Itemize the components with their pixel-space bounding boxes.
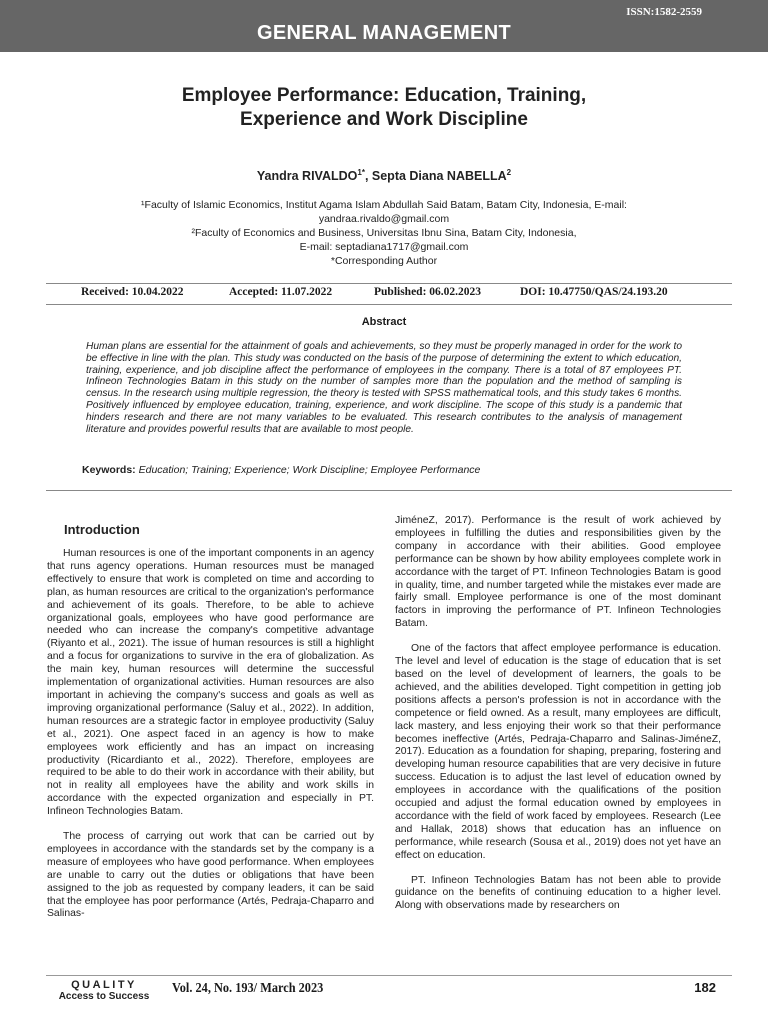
- author-name: Septa Diana NABELLA: [371, 169, 507, 184]
- abstract-text: Human plans are essential for the attainment of goals and achievements, so they must be properly managed in order for the work to be effective in line with the plan. This study was conducted on the basis of the purpose of determining the extent to which education, training, experience, and job discipline affect the performance of employees in the company. There is a total of 87 employees PT. Infineon Technologies Batam in this study on the number of samples more than the population and the method of sampling is census. In the research using multiple regression, the theory is tested with SPSS mathematical tools, and this study takes 6 months. Positively influenced by employee education, training, experience, and work discipline. The scope of this study is a pandemic that hinders research and there are not many variables to be evaluated. This research contributes to the analysis of management literature and provides powerful results that are available to most people.: [86, 341, 682, 435]
- article-title: Employee Performance: Education, Training, Experience and Work Discipline: [181, 85, 587, 130]
- right-column: [395, 515, 721, 913]
- received-date: Received: 10.04.2022: [81, 286, 184, 298]
- author-affiliation-mark: 1*: [357, 168, 365, 177]
- affiliation-line: *Corresponding Author: [330, 255, 438, 267]
- volume-info: Vol. 24, No. 193/ March 2023: [172, 981, 324, 996]
- logo-tagline: Access to Success: [58, 991, 150, 1002]
- divider: [46, 490, 732, 491]
- body-paragraph: PT. Infineon Technologies Batam has not been able to provide guidance on the benefits of continuing education to a higher level. Along with observations made by researchers on: [395, 874, 721, 912]
- journal-header-band: [0, 0, 768, 52]
- divider: [46, 283, 732, 284]
- keywords-list: Education; Training; Experience; Work Discipline; Employee Performance: [135, 464, 481, 476]
- author-affiliation-mark: 2: [506, 168, 512, 177]
- footer-divider: [46, 975, 732, 976]
- section-title: GENERAL MANAGEMENT: [257, 22, 511, 44]
- author-line: [0, 168, 768, 183]
- logo-wordmark: QUALITY: [71, 979, 137, 991]
- affiliation-line: ²Faculty of Economics and Business, Universitas Ibnu Sina, Batam City, Indonesia,: [191, 227, 577, 239]
- publication-dates: [46, 285, 732, 303]
- divider: [46, 304, 732, 305]
- quality-logo: [46, 979, 162, 1003]
- affiliation-line: yandraa.rivaldo@gmail.com: [318, 213, 450, 225]
- body-paragraph: The process of carrying out work that can be carried out by employees in accordance with the standards set by the company is a measure of employees who have good performance. When employees are unable to carry out the duties or obligations that have been assigned to the job as requested by company leaders, it can be said that the employee has poor performance (Artés, Pedraja-Chaparro and Salinas-: [47, 831, 374, 920]
- affiliation-line: E-mail: septadiana1717@gmail.com: [299, 241, 469, 253]
- author-separator: ,: [364, 169, 372, 184]
- abstract-heading: Abstract: [361, 316, 407, 328]
- keywords: [82, 464, 702, 476]
- page-number: 182: [694, 980, 716, 995]
- affiliations: [90, 198, 678, 268]
- accepted-date: Accepted: 11.07.2022: [229, 286, 333, 298]
- doi: DOI: 10.47750/QAS/24.193.20: [520, 286, 668, 298]
- affiliation-line: ¹Faculty of Islamic Economics, Institut Agama Islam Abdullah Said Batam, Batam City, Indonesia, E-mail:: [141, 199, 627, 211]
- published-date: Published: 06.02.2023: [374, 286, 482, 298]
- keywords-label: Keywords:: [82, 464, 136, 476]
- section-heading: Introduction: [64, 522, 140, 537]
- issn-label: ISSN:1582-2559: [626, 6, 702, 18]
- body-paragraph: Human resources is one of the important components in an agency that runs agency operations. Human resources must be managed effectively to ensure that work is completed on time and according to plan, as human resources are critical to the organization's performance and achievement of its goals. Therefore, to be able to achieve organizational goals, employees who have good performance are needed who can increase the company's competitive advantage (Riyanto et al., 2021). The issue of human resources is still a highlight and a focus for organizations to survive in the era of globalization. As the main key, human resources will determine the successful implementation of organizational activities. Human resources are also important in achieving the company's success and goals as well as improving organizational performance (Saluy et al., 2022). In addition, human resources are a strategic factor in employee productivity (Saluy et al., 2021). One aspect faced in an agency is how to make employees work efficiently and has an impact on increasing productivity (Ricardianto et al., 2022). Therefore, employees are required to be able to do their work in accordance with their ability, but not in reality all employees have the ability and work skills in accordance with the expected organization and especially in PT. Infineon Technologies Batam.: [47, 548, 374, 818]
- body-paragraph: JiméneZ, 2017). Performance is the result of work achieved by employees in fulfilling the duties and responsibilities given by the company in accordance with their abilities. Good employee performance can be shown by how ability employees complete work in accordance with the target of PT. Infineon Technologies Batam is good in quality, time, and number targeted while the mistakes ever made are fairly small. Employee performance is one of the most dominant factors in improving the performance of PT. Infineon Technologies Batam.: [395, 515, 721, 630]
- author-name: Yandra RIVALDO: [256, 169, 358, 184]
- body-paragraph: One of the factors that affect employee performance is education. The level and level of education is the stage of education that is set based on the level of development of learners, the goals to be achieved, and the abilities developed. Tight competition in getting job positions affects a person's profession is not in accordance with the competence or field owned. As a result, many employees are difficult, lack mastery, and less enjoying their work so that their performance becomes ineffective (Artés, Pedraja-Chaparro and Salinas-JiméneZ, 2017). Education as a foundation for shaping, preparing, fostering and developing human resource capabilities that are very decisive in future success. Education is to adjust the last level of education owned by employees in accordance with the qualifications of the position occupied and adjust the formal education owned by employees in accordance with the field of work faced by employees. Research (Lee and Hallak, 2018) shows that education has an influence on performance, while research (Sousa et al., 2019) does not yet have an effect on education.: [395, 643, 721, 861]
- left-column: [47, 548, 374, 921]
